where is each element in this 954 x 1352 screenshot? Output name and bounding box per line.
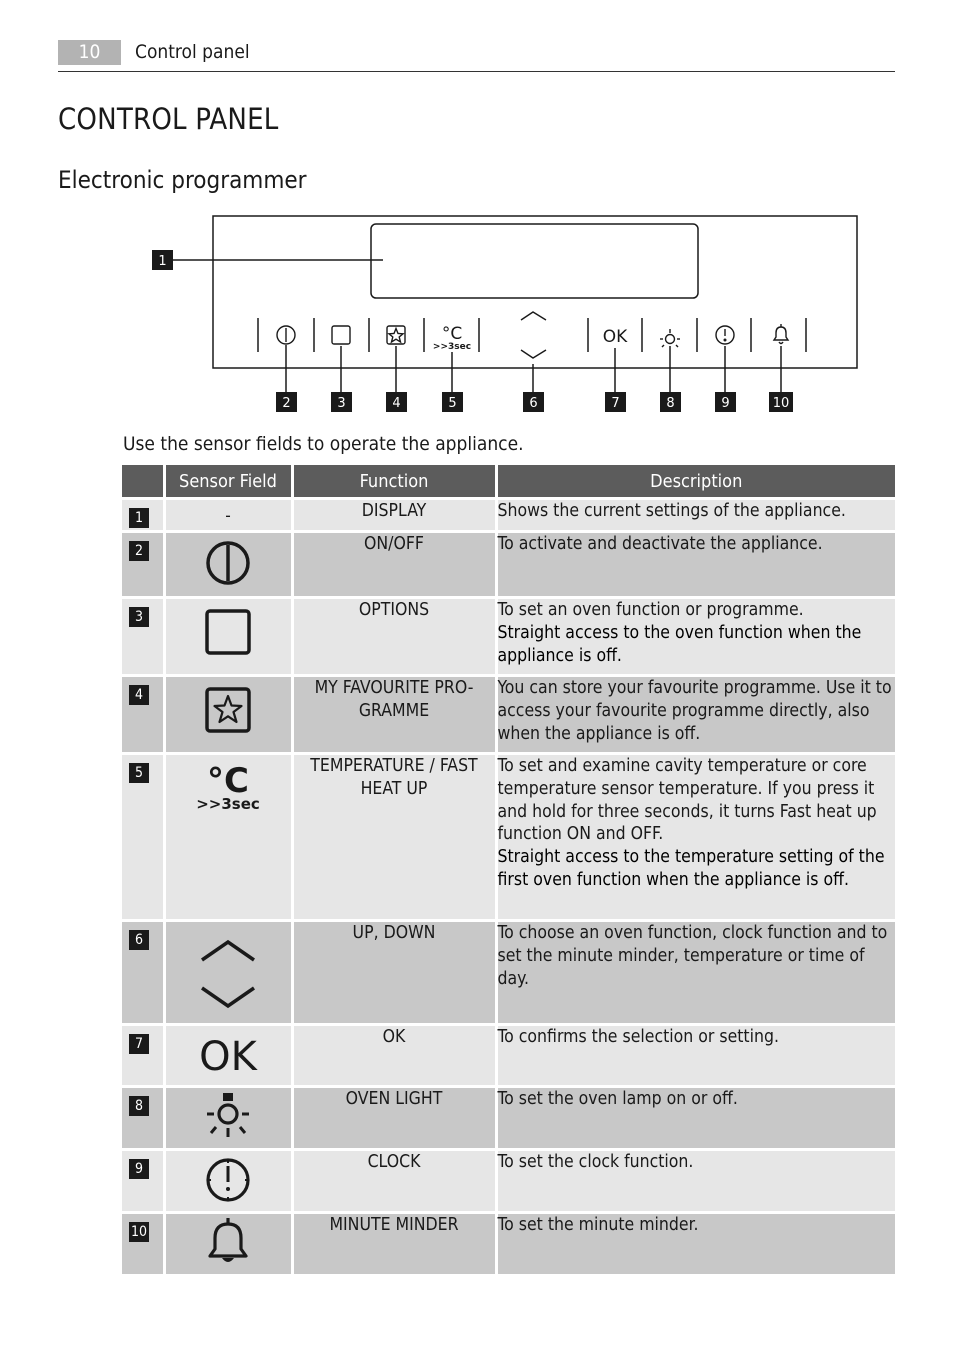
- description-cell: To set an oven function or programme. Straight access to the oven function when the appliance is off.: [496, 598, 895, 676]
- svg-text:OK: OK: [199, 1034, 257, 1080]
- svg-text:°C: °C: [207, 761, 249, 801]
- callout-10: 10: [772, 396, 790, 411]
- favourite-star-icon: [200, 682, 256, 738]
- row-number: 9: [129, 1159, 149, 1179]
- function-cell: ON/OFF: [292, 532, 496, 598]
- function-cell: TEMPERATURE / FAST HEAT UP: [292, 754, 496, 921]
- callout-1: 1: [158, 254, 167, 269]
- description-extra: Straight access to the temperature setting of the first oven function when the appliance is off.: [497, 847, 885, 890]
- row-number: 10: [130, 1224, 148, 1240]
- function-cell: MINUTE MINDER: [292, 1213, 496, 1275]
- description-cell: To set the clock function.: [496, 1150, 895, 1213]
- page-title: CONTROL PANEL: [58, 102, 279, 136]
- table-row: [122, 532, 895, 598]
- row-number: 2: [129, 541, 149, 561]
- panel-outline: [213, 216, 857, 368]
- table-row: [122, 499, 895, 532]
- clock-icon: [200, 1152, 256, 1206]
- function-cell: OK: [292, 1025, 496, 1087]
- table-row: [122, 1150, 895, 1213]
- row-number: 8: [129, 1096, 149, 1116]
- table-row: [122, 1213, 895, 1275]
- page-number: 10: [58, 40, 121, 65]
- callout-4: 4: [392, 396, 401, 411]
- header-description: Description: [496, 465, 895, 499]
- oven-light-icon: [660, 329, 680, 347]
- header-number: [122, 465, 164, 499]
- callout-2: 2: [282, 396, 291, 411]
- svg-text:>>3sec: >>3sec: [196, 795, 260, 813]
- row-number: 4: [129, 685, 149, 705]
- temperature-icon: [188, 758, 268, 814]
- ok-icon: [193, 1030, 263, 1080]
- table-row: [122, 754, 895, 921]
- description-cell: To set the minute minder.: [496, 1213, 895, 1275]
- description-cell: Shows the current settings of the appliance.: [496, 499, 895, 532]
- callout-5: 5: [448, 396, 457, 411]
- page-header: [58, 40, 895, 72]
- power-icon: [200, 535, 256, 591]
- oven-light-icon: [200, 1089, 256, 1143]
- down-arrow-icon: [521, 350, 546, 358]
- table-row: [122, 676, 895, 754]
- sensor-field-value: -: [225, 506, 231, 526]
- description-cell: To set and examine cavity temperature or core temperature sensor temperature. If you press it and hold for three seconds, it turns Fast heat up function ON and OFF. Straight access to the temperature setting of the first oven function when the appliance is off.: [496, 754, 895, 921]
- temperature-icon: °C: [441, 324, 463, 344]
- function-cell: CLOCK: [292, 1150, 496, 1213]
- options-icon: [200, 604, 256, 660]
- function-cell: DISPLAY: [292, 499, 496, 532]
- function-cell: UP, DOWN: [292, 921, 496, 1025]
- display-outline: [371, 224, 698, 298]
- callout-7: 7: [611, 396, 620, 411]
- row-number: 7: [129, 1034, 149, 1054]
- fast-heat-icon: >>3sec: [432, 342, 472, 352]
- description-cell: To set the oven lamp on or off.: [496, 1087, 895, 1150]
- ok-icon: OK: [602, 327, 628, 347]
- row-number: 1: [129, 508, 149, 528]
- table-row: [122, 598, 895, 676]
- up-arrow-icon: [521, 312, 546, 320]
- callout-9: 9: [721, 396, 730, 411]
- control-panel-diagram: [150, 212, 870, 417]
- bell-icon: [200, 1215, 256, 1269]
- description-cell: To activate and deactivate the appliance.: [496, 532, 895, 598]
- options-icon: [332, 326, 350, 344]
- row-number: 3: [129, 607, 149, 627]
- description-cell: To confirms the selection or setting.: [496, 1025, 895, 1087]
- callout-6: 6: [529, 396, 538, 411]
- description-cell: You can store your favourite programme. Use it to access your favourite programme directly, also when the appliance is off.: [496, 676, 895, 754]
- description-cell: To choose an oven function, clock function and to set the minute minder, temperature or time of day.: [496, 921, 895, 1025]
- row-number: 6: [129, 930, 149, 950]
- table-row: [122, 921, 895, 1025]
- callout-3: 3: [337, 396, 346, 411]
- table-row: [122, 1087, 895, 1150]
- function-cell: OPTIONS: [292, 598, 496, 676]
- section-title: Control panel: [135, 41, 250, 63]
- favourite-star-icon: [387, 326, 405, 344]
- function-cell: MY FAVOURITE PRO-GRAMME: [292, 676, 496, 754]
- up-down-icon: [196, 934, 260, 1014]
- power-icon: [277, 326, 295, 344]
- sensor-table: [122, 465, 895, 1274]
- description-extra: Straight access to the oven function when the appliance is off.: [497, 622, 862, 666]
- function-cell: OVEN LIGHT: [292, 1087, 496, 1150]
- row-number: 5: [129, 763, 149, 783]
- callout-8: 8: [666, 396, 675, 411]
- section-subtitle: Electronic programmer: [58, 166, 307, 194]
- table-header-row: [122, 465, 895, 499]
- table-row: [122, 1025, 895, 1087]
- header-function: Function: [292, 465, 496, 499]
- header-sensor-field: Sensor Field: [164, 465, 292, 499]
- clock-icon: [716, 326, 734, 344]
- intro-text: Use the sensor fields to operate the appliance.: [123, 433, 524, 455]
- bell-icon: [774, 324, 788, 344]
